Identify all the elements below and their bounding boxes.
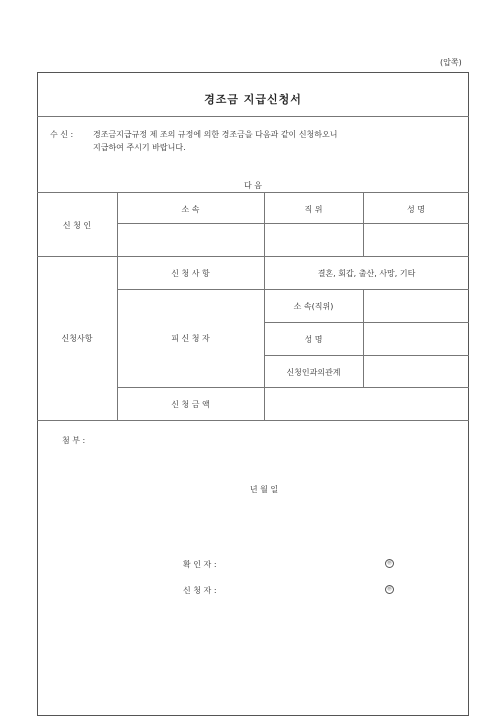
divider [37, 420, 469, 421]
divider [117, 192, 118, 420]
divider [117, 223, 469, 224]
attachment-label: 첨 부 : [62, 436, 86, 445]
divider [117, 289, 469, 290]
date-line: 년 월 일 [249, 485, 279, 494]
top-right-label: (압쪽) [440, 58, 462, 67]
divider [363, 289, 364, 387]
beneficiary-label: 피 신 청 자 [171, 334, 210, 343]
seal-mark-icon: ㊞ [386, 586, 392, 592]
application-items-label: 신 청 사 항 [171, 269, 210, 278]
form-title: 경조금 지급신청서 [204, 93, 302, 106]
divider [264, 192, 265, 256]
divider [37, 192, 469, 193]
applicant-header-name: 성 명 [407, 205, 425, 214]
application-row-label: 신청사항 [61, 334, 93, 343]
divider [37, 116, 469, 117]
divider [37, 256, 469, 257]
recipient-line-2: 지급하여 주시기 바랍니다. [93, 143, 186, 152]
seal-mark-icon: ㊞ [386, 560, 392, 566]
divider [363, 192, 364, 256]
applicant-header-position: 직 위 [304, 205, 323, 214]
application-items-value: 결혼, 회갑, 출산, 사망, 기타 [317, 269, 416, 278]
form-frame [37, 72, 469, 716]
section-heading: 다 음 [244, 181, 262, 190]
beneficiary-name-label: 성 명 [304, 335, 323, 344]
recipient-prefix: 수 신 : [50, 130, 74, 139]
beneficiary-department-label: 소 속(직위) [293, 302, 334, 311]
divider [264, 322, 469, 323]
divider [117, 387, 469, 388]
recipient-line-1: 경조금지급규정 제 조의 규정에 의한 경조금을 다음과 같이 신청하오니 [93, 130, 338, 139]
applicant-sign-label: 신 청 자 : [183, 586, 217, 595]
amount-label: 신 청 금 액 [171, 400, 210, 409]
beneficiary-relation-label: 신청인과의관계 [286, 368, 341, 377]
confirmer-label: 확 인 자 : [183, 560, 217, 569]
divider [264, 355, 469, 356]
applicant-header-department: 소 속 [181, 205, 200, 214]
applicant-row-label: 신 청 인 [62, 221, 92, 230]
